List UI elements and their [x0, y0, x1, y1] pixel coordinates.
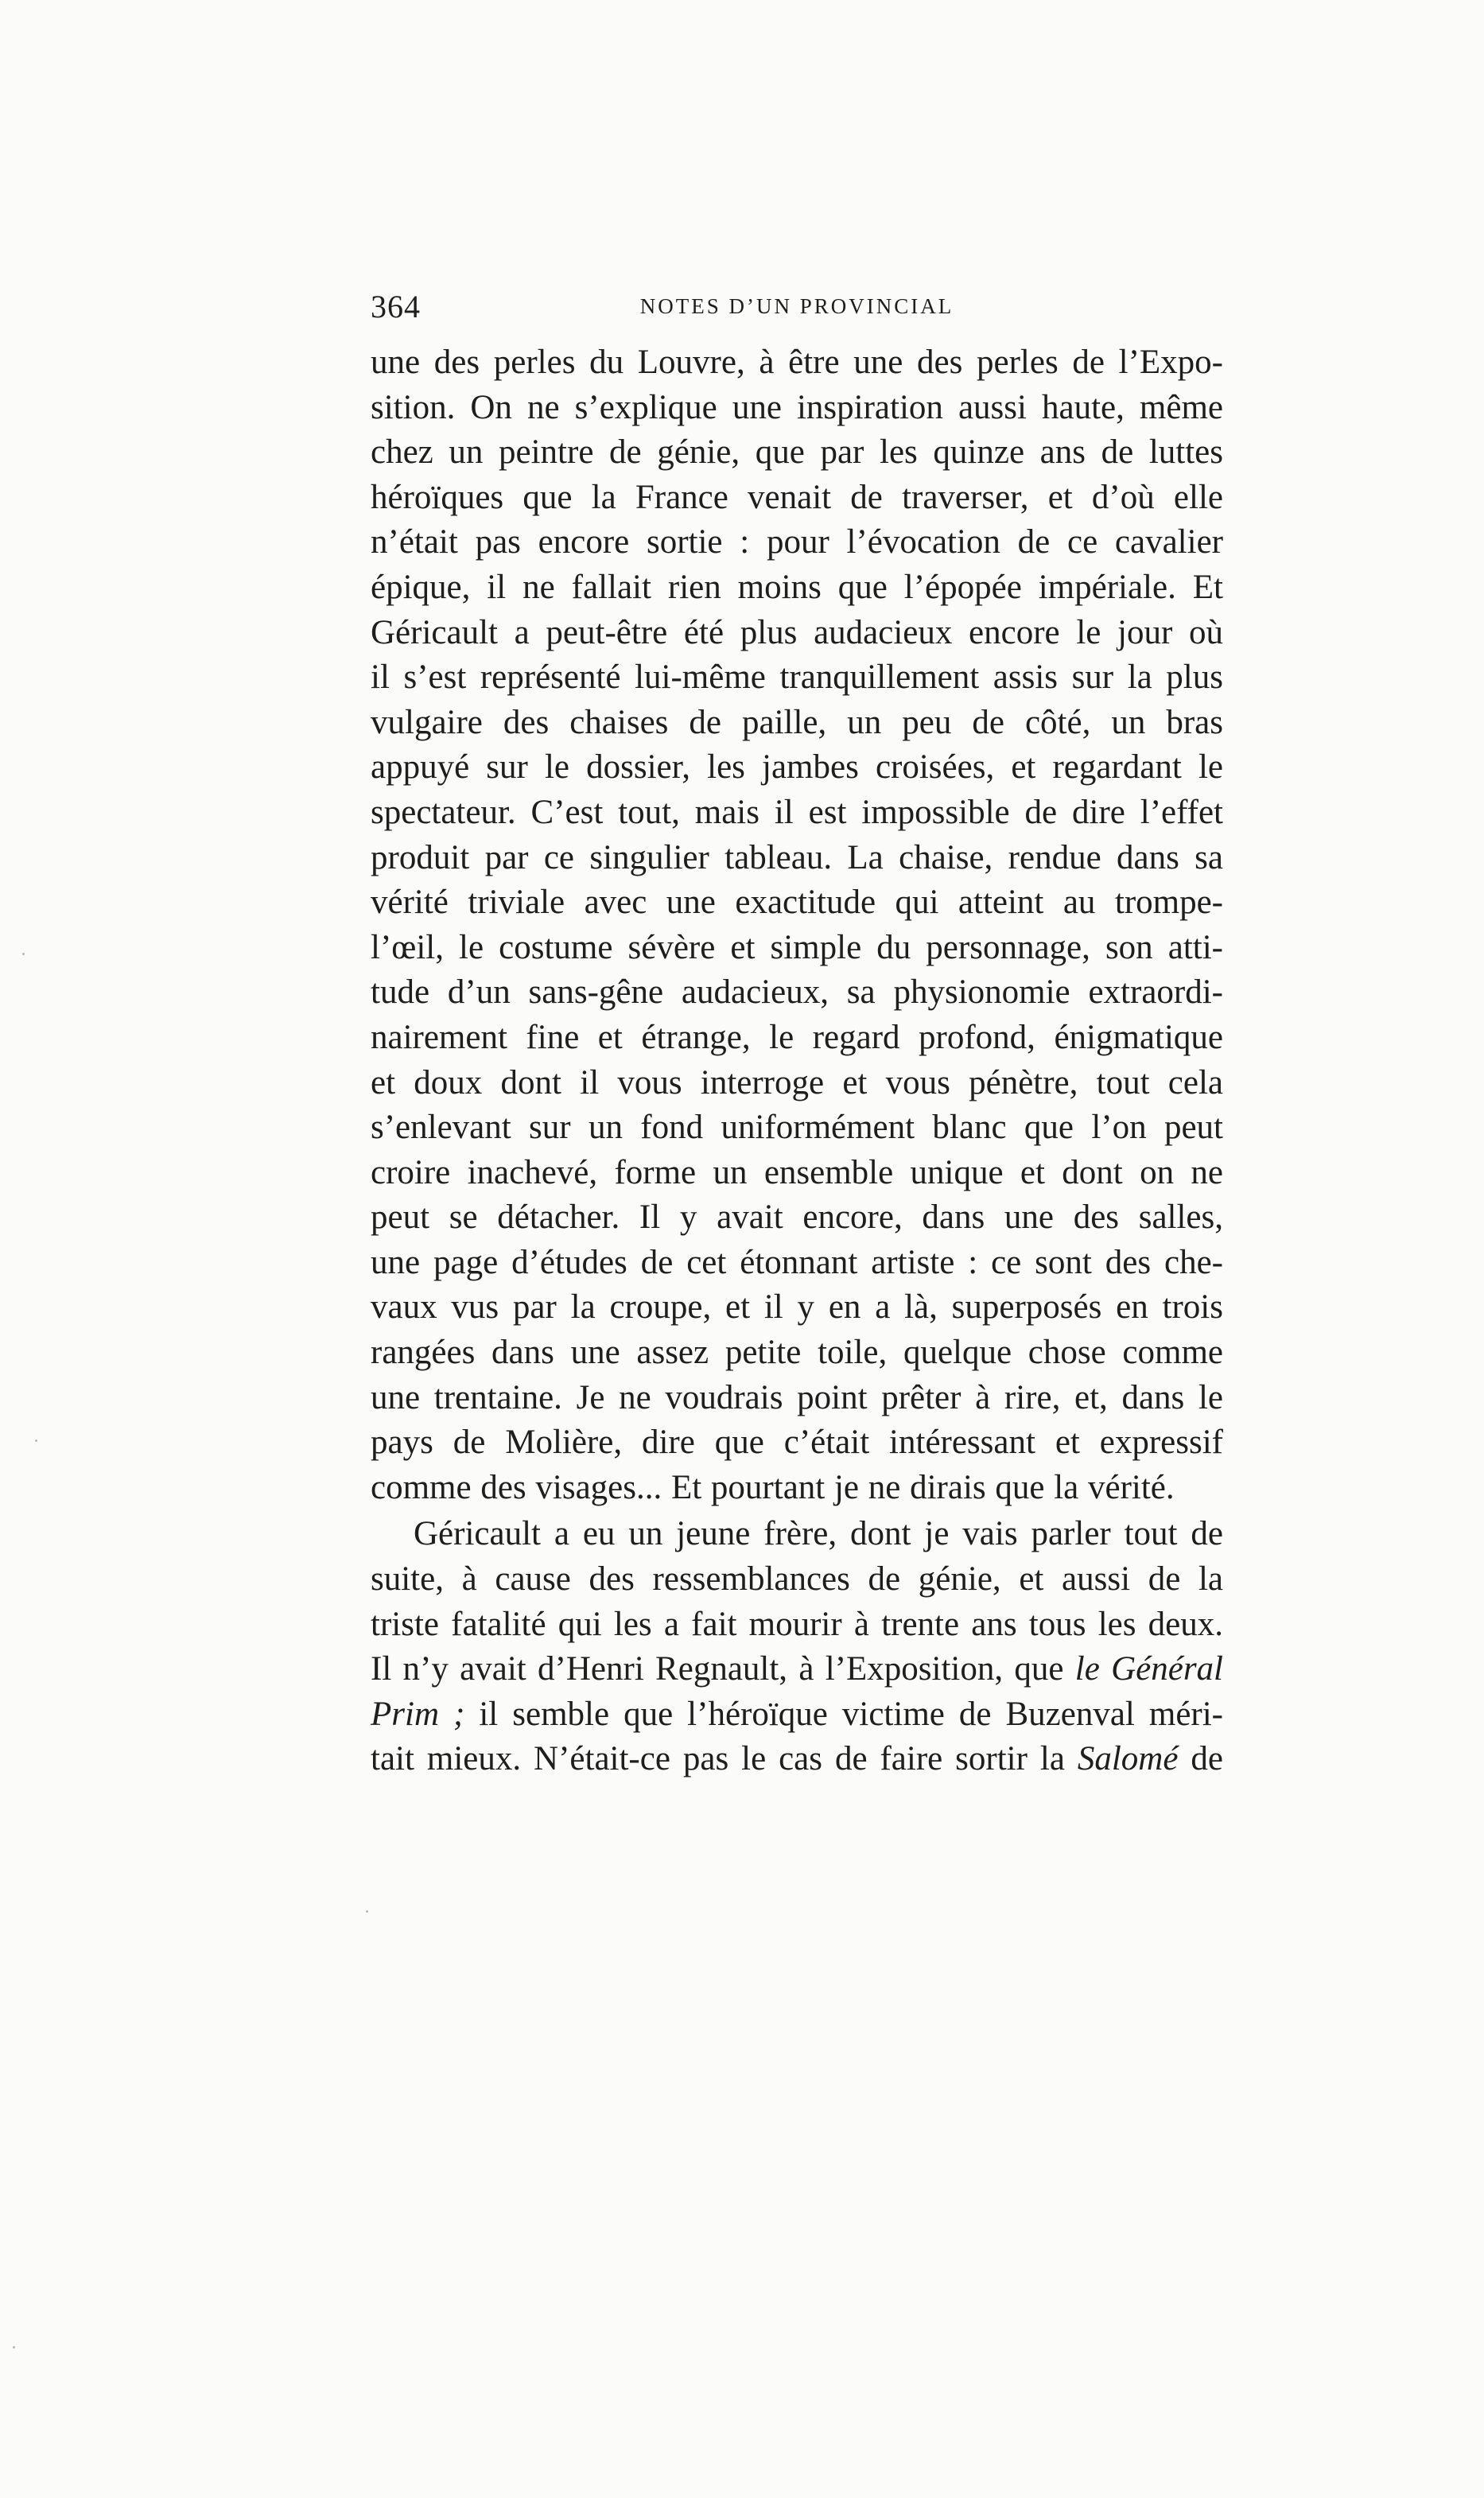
text-line: Géricault a eu un jeune frère, dont je vais parler tout de	[414, 1515, 1223, 1553]
text-line: suite, à cause des ressemblances de génie, et aussi de la	[371, 1560, 1223, 1599]
running-title: NOTES D’UN PROVINCIAL	[639, 294, 954, 318]
text-run: de	[1178, 1740, 1223, 1778]
book-page	[371, 288, 1223, 1782]
text-line: une trentaine. Je ne voudrais point prêter à rire, et, dans le	[371, 1378, 1223, 1416]
text-line: pays de Molière, dire que c’était intéressant et expressif	[371, 1424, 1223, 1462]
text-line: comme des visages... Et pourtant je ne dirais que la vérité.	[371, 1468, 1175, 1506]
running-head	[371, 288, 1223, 329]
text-line: tude d’un sans-gêne audacieux, sa physionomie extraordi-	[371, 973, 1223, 1012]
text-line: une page d’études de cet étonnant artiste : ce sont des che-	[371, 1243, 1223, 1281]
text-line: n’était pas encore sortie : pour l’évocation de ce cavalier	[371, 523, 1223, 561]
text-line	[371, 1647, 1223, 1692]
text-line: vulgaire des chaises de paille, un peu de côté, un bras	[371, 703, 1223, 741]
text-run: Il n’y avait d’Henri Regnault, à l’Exposition, que	[371, 1650, 1075, 1688]
paper-speck	[13, 2346, 15, 2348]
text-line: appuyé sur le dossier, les jambes croisées, et regardant le	[371, 748, 1223, 787]
text-line: l’œil, le costume sévère et simple du personnage, son atti-	[371, 928, 1223, 966]
page-number: 364	[371, 289, 421, 324]
paragraph-2	[371, 1512, 1223, 1782]
text-line: héroïques que la France venait de traverser, et d’où elle	[371, 478, 1223, 516]
text-line: une des perles du Louvre, à être une des perles de l’Expo-	[371, 344, 1223, 381]
text-line: produit par ce singulier tableau. La chaise, rendue dans sa	[371, 838, 1223, 876]
text-line	[371, 1692, 1223, 1738]
text-line: rangées dans une assez petite toile, quelque chose comme	[371, 1334, 1223, 1372]
italic-title: Prim ;	[371, 1695, 465, 1733]
text-line: chez un peintre de génie, que par les quinze ans de luttes	[371, 433, 1223, 472]
text-line: et doux dont il vous interroge et vous pénètre, tout cela	[371, 1063, 1223, 1101]
text-line: Géricault a peut-être été plus audacieux encore le jour où	[371, 613, 1223, 651]
paper-speck	[366, 1910, 368, 1913]
paper-speck	[35, 1439, 37, 1442]
text-line: sition. On ne s’explique une inspiration aussi haute, même	[371, 388, 1223, 426]
paragraph-1	[371, 340, 1223, 1510]
text-line: nairement fine et étrange, le regard profond, énigmatique	[371, 1018, 1223, 1056]
text-run: il semble que l’héroïque victime de Buzenval méri-	[464, 1695, 1223, 1733]
text-line: croire inachevé, forme un ensemble unique et dont on ne	[371, 1153, 1223, 1191]
text-line: vaux vus par la croupe, et il y en a là, superposés en trois	[371, 1288, 1223, 1327]
text-run: tait mieux. N’était-ce pas le cas de faire sortir la	[371, 1740, 1078, 1778]
italic-title: Salomé	[1077, 1740, 1179, 1778]
paper-speck	[22, 953, 25, 955]
text-line: triste fatalité qui les a fait mourir à trente ans tous les deux.	[371, 1605, 1223, 1643]
text-line	[371, 1737, 1223, 1782]
text-line: peut se détacher. Il y avait encore, dans une des salles,	[371, 1198, 1223, 1237]
text-line: s’enlevant sur un fond uniformément blanc que l’on peut	[371, 1109, 1223, 1147]
text-line: vérité triviale avec une exactitude qui atteint au trompe-	[371, 884, 1223, 922]
text-line: il s’est représenté lui-même tranquillement assis sur la plus	[371, 658, 1223, 697]
italic-title: le Général	[1074, 1650, 1223, 1688]
text-line: épique, il ne fallait rien moins que l’épopée impériale. Et	[371, 568, 1223, 606]
text-line: spectateur. C’est tout, mais il est impossible de dire l’effet	[371, 793, 1223, 831]
